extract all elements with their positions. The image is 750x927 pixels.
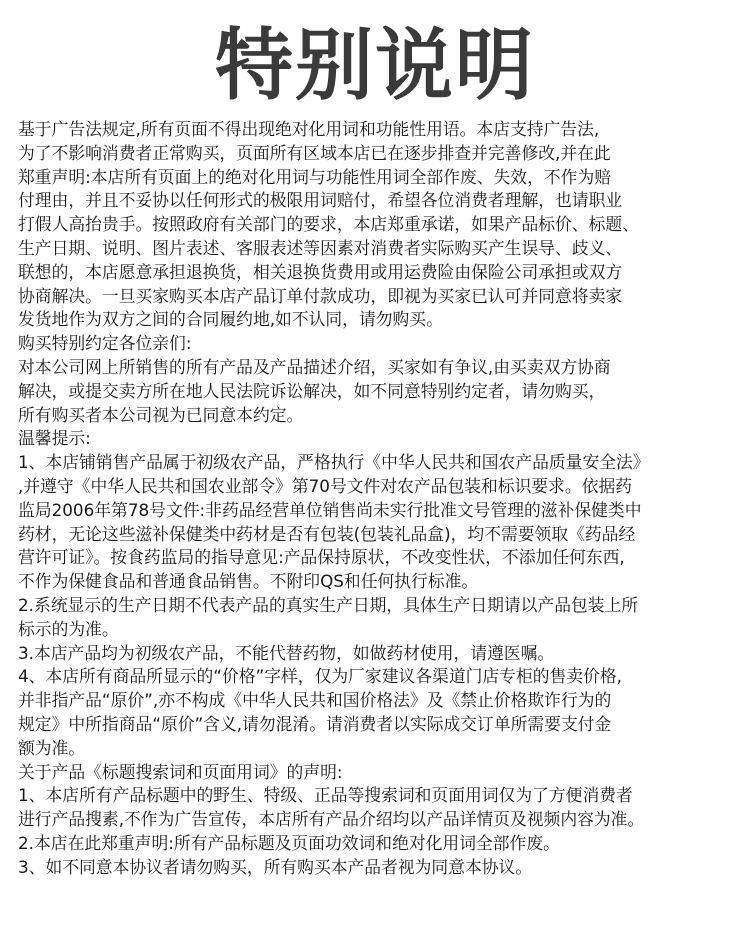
notice-line: 不作为保健食品和普通食品销售。不附印QS和任何执行标准。: [18, 571, 479, 592]
notice-line: 药材，无论这些滋补保健类中药材是否有包装(包装礼品盒)，均不需要领取《药品经: [18, 523, 636, 544]
notice-line: 所有购买者本公司视为已同意本约定。: [18, 404, 304, 425]
notice-line: 额为准。: [18, 737, 86, 758]
notice-line: 1、本店所有产品标题中的野生、特级、正品等搜索词和页面用词仅为了方便消费者: [18, 785, 633, 806]
notice-line: 3、如不同意本协议者请勿购买，所有购买本产品者视为同意本协议。: [18, 856, 533, 877]
notice-line: 郑重声明:本店所有页面上的绝对化用词与功能性用词全部作废、失效，不作为赔: [18, 166, 612, 187]
notice-line: 规定》中所指商品“原价”含义,请勿混淆。请消费者以实际成交订单所需要支付金: [18, 713, 612, 734]
notice-line: 标示的为准。: [18, 618, 119, 639]
notice-line: 2.本店在此郑重声明:所有产品标题及页面功效词和绝对化用词全部作废。: [18, 832, 560, 853]
notice-line: 为了不影响消费者正常购买，页面所有区域本店已在逐步排查并完善修改,并在此: [18, 142, 611, 163]
notice-line: 4、本店所有商品所显示的“价格”字样，仅为厂家建议各渠道门店专柜的售卖价格,: [18, 666, 622, 687]
notice-line: 1、本店铺销售产品属于初级农产品，严格执行《中华人民共和国农产品质量安全法》: [18, 452, 650, 473]
notice-line: 生产日期、说明、图片表述、客服表述等因素对消费者实际购买产生误导、歧义、: [18, 237, 623, 258]
notice-line: 解决，或提交卖方所在地人民法院诉讼解决，如不同意特别约定者，请勿购买，: [18, 380, 606, 401]
notice-line: 3.本店产品均为初级农产品，不能代替药物，如做药材使用，请遵医嘱。: [18, 642, 555, 663]
section-heading: 温馨提示:: [18, 428, 91, 449]
notice-line: 协商解决。一旦买家购买本店产品订单付款成功，即视为买家已认可并同意将卖家: [18, 285, 623, 306]
notice-line: 打假人高抬贵手。按照政府有关部门的要求，本店郑重承诺，如果产品标价、标题、: [18, 214, 639, 235]
notice-line: 2.系统显示的生产日期不代表产品的真实生产日期，具体生产日期请以产品包装上所: [18, 594, 639, 615]
notice-line: 进行产品搜素,不作为广告宣传，本店所有产品介绍均以产品详情页及视频内容为准。: [18, 809, 645, 830]
notice-line: 联想的，本店愿意承担退换货，相关退换货费用或用运费险由保险公司承担或双方: [18, 261, 623, 282]
notice-line: 发货地作为双方之间的合同履约地,如不认同，请勿购买。: [18, 309, 443, 330]
section-heading: 关于产品《标题搜索词和页面用词》的声明:: [18, 761, 343, 782]
notice-line: 并非指产品“原价”,亦不构成《中华人民共和国价格法》及《禁止价格欺诈行为的: [18, 690, 612, 711]
notice-body: [18, 118, 743, 880]
notice-line: 基于广告法规定,所有页面不得出现绝对化用词和功能性用语。本店支持广告法,: [18, 119, 600, 139]
notice-line: 付理由，并且不妥协以任何形式的极限用词赔付，希望各位消费者理解，也请职业: [18, 190, 623, 211]
notice-line: ,并遵守《中华人民共和国农业部令》第70号文件对农产品包装和标识要求。依据药: [18, 475, 633, 496]
notice-line: 营许可证》。按食药监局的指导意见:产品保持原状，不改变性状，不添加任何东西,: [18, 547, 625, 568]
page-title: 特别说明: [214, 20, 535, 111]
section-heading: 购买特别约定各位亲们:: [18, 333, 192, 354]
notice-line: 监局2006年第78号文件:非药品经营单位销售尚未实行批准文号管理的滋补保健类中: [18, 499, 642, 520]
notice-line: 对本公司网上所销售的所有产品及产品描述介绍，买家如有争议,由买卖双方协商: [18, 356, 611, 377]
